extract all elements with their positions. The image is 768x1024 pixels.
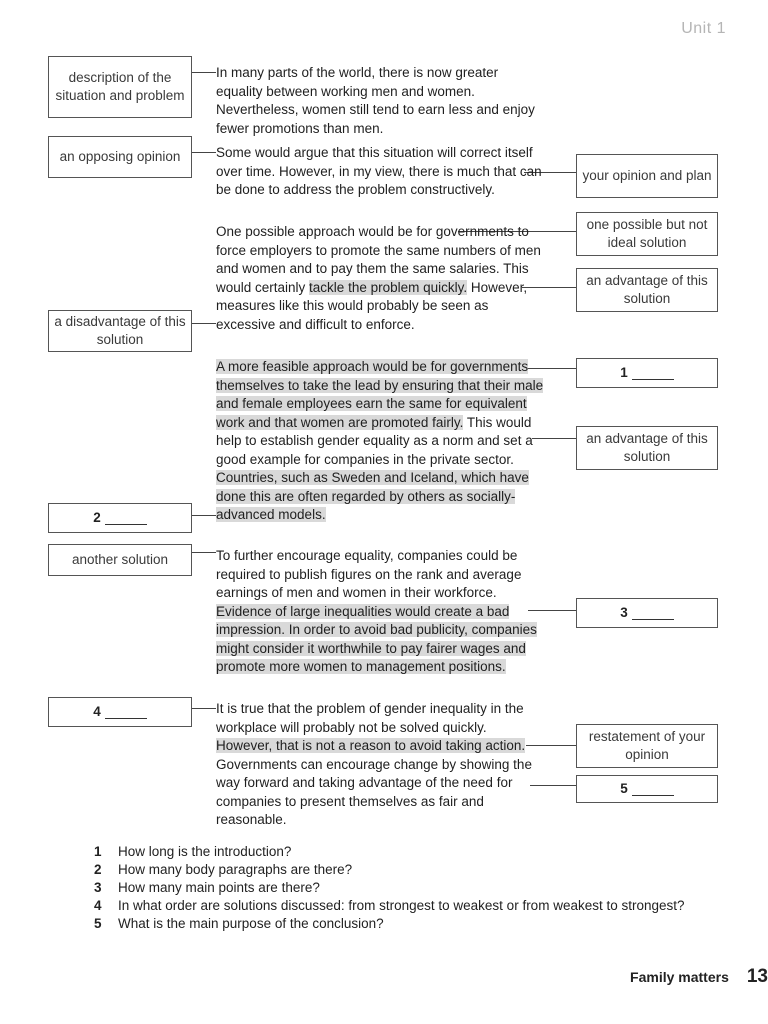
label-disadvantage: a disadvantage of this solution: [48, 310, 192, 352]
question-item: 3 How many main points are there?: [94, 880, 320, 895]
label-advantage-1: an advantage of this solution: [576, 268, 718, 312]
blank-2-box: 2: [48, 503, 192, 533]
connector-line: [192, 72, 216, 73]
essay-paragraph-1: In many parts of the world, there is now greater equality between working men and women. Nevertheless, women still tend to earn less and enjoy fewer promotions than men.: [216, 65, 535, 136]
page-number: 13: [746, 966, 768, 987]
blank-5-box: 5: [576, 775, 718, 803]
blank-1-box: 1: [576, 358, 718, 388]
blank-5-line[interactable]: [632, 783, 674, 796]
essay-paragraph-5: To further encourage equality, companies could be required to publish figures on the rank and average earnings of men and women in their workforce. Evidence of large inequalities would create a bad impression. In order to avoid bad publicity, companies might consider it worthwhile to pay fairer wages and promote more women to management positions.: [216, 548, 537, 674]
connector-line: [192, 708, 216, 709]
label-description: description of the situation and problem: [48, 56, 192, 118]
connector-line: [192, 552, 216, 553]
page-footer: [630, 966, 768, 988]
blank-1-line[interactable]: [632, 367, 674, 380]
questions-list: [94, 843, 714, 933]
essay-paragraph-6: It is true that the problem of gender inequality in the workplace will probably not be solved quickly. However, that is not a reason to avoid taking action. Governments can encourage change by showing the way forward and taking advantage of the need for companies to present themselves as fair and reasonable.: [216, 701, 532, 827]
blank-2-line[interactable]: [105, 512, 147, 525]
blank-3-box: 3: [576, 598, 718, 628]
blank-4-box: 4: [48, 697, 192, 727]
blank-3-line[interactable]: [632, 607, 674, 620]
connector-line: [192, 152, 216, 153]
connector-line: [192, 515, 216, 516]
connector-line: [192, 323, 216, 324]
essay-paragraph-2: Some would argue that this situation will correct itself over time. However, in my view, there is much that can be done to address the problem constructively.: [216, 145, 542, 197]
essay-paragraph-3: One possible approach would be for governments to force employers to promote the same numbers of men and women and to pay them the same salaries. This would certainly tackle the problem quickly. However, measures like this would probably be seen as excessive and difficult to enforce.: [216, 224, 541, 332]
question-item: 5 What is the main purpose of the conclusion?: [94, 916, 384, 931]
essay-paragraph-4: A more feasible approach would be for governments themselves to take the lead by ensuring that their male and female employees earn the same for equivalent work and that women are promoted fairly. This would help to establish gender equality as a norm and set a good example for companies in the private sector. Countries, such as Sweden and Iceland, which have done this are often regarded by others as socially-advanced models.: [216, 359, 544, 522]
unit-label: Unit 1: [681, 20, 726, 37]
label-another-solution: another solution: [48, 544, 192, 576]
footer-title: Family matters: [630, 969, 729, 985]
label-advantage-2: an advantage of this solution: [576, 426, 718, 470]
label-opinion-plan: your opinion and plan: [576, 154, 718, 198]
label-not-ideal-solution: one possible but not ideal solution: [576, 212, 718, 256]
blank-4-line[interactable]: [105, 706, 147, 719]
label-opposing-opinion: an opposing opinion: [48, 136, 192, 178]
question-item: 2 How many body paragraphs are there?: [94, 862, 353, 877]
label-restatement: restatement of your opinion: [576, 724, 718, 768]
question-item: 4 In what order are solutions discussed: from strongest to weakest or from weakest to strongest?: [94, 898, 685, 913]
question-item: 1 How long is the introduction?: [94, 844, 292, 859]
